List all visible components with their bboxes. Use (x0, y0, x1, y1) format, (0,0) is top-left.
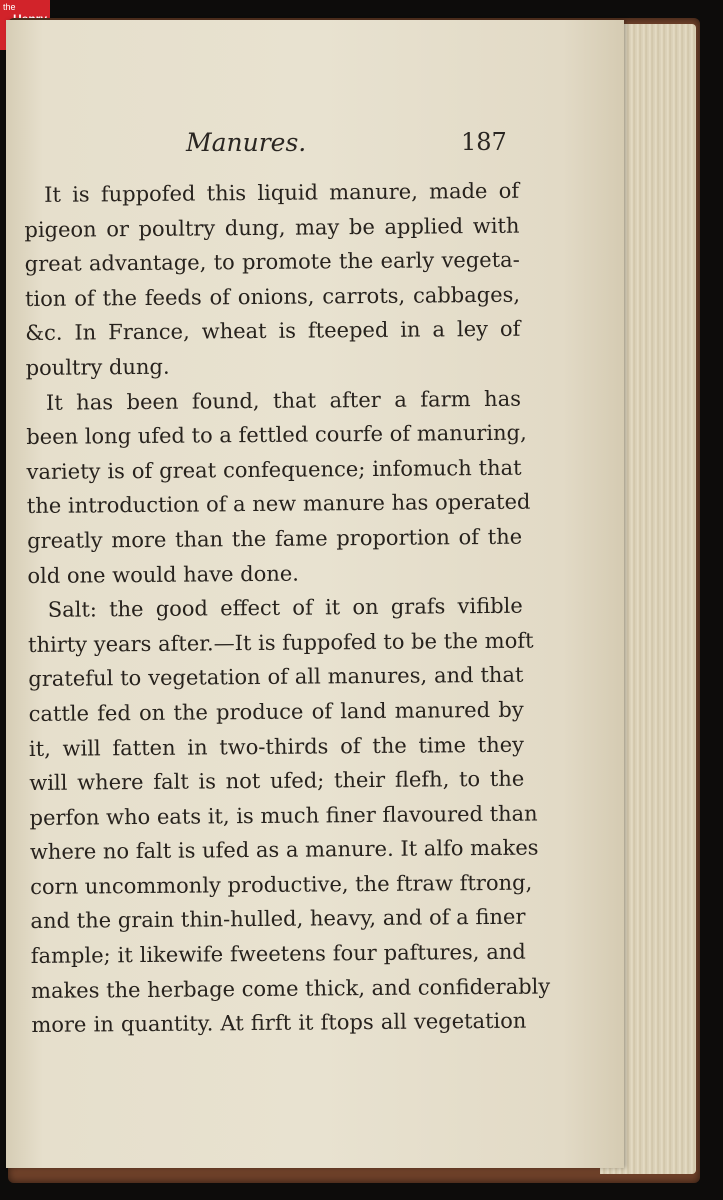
text-line: greatly more than the fame proportion of the (27, 524, 523, 553)
text-line: more in quantity. At firft it ftops all vegetation (31, 1008, 527, 1038)
text-line: great advantage, to promote the early vegeta- (24, 247, 520, 277)
text-line: variety is of great confequence; infomuch that (26, 455, 522, 484)
text-line: cattle fed on the produce of land manured by (28, 697, 524, 726)
text-line: Salt: the good effect of it on grafs vifible (47, 593, 523, 622)
text-line: corn uncommonly productive, the ftraw ftrong, (30, 870, 533, 899)
text-line: pigeon or poultry dung, may be applied with (24, 213, 520, 242)
text-line: the introduction of a new manure has operated (26, 489, 531, 519)
book-page (6, 20, 624, 1168)
text-line: where no falt is ufed as a manure. It alfo makes (29, 835, 539, 865)
text-line: thirty years after.—It is fuppofed to be the moft (27, 628, 534, 657)
text-line: &c. In France, wheat is fteeped in a ley of (25, 317, 521, 346)
text-line: makes the herbage come thick, and confiderably (30, 974, 551, 1003)
text-line: fample; it likewife fweetens four paftures, and (30, 939, 526, 969)
text-line: It is fuppofed this liquid manure, made of (44, 178, 520, 207)
logo-the: the (3, 2, 16, 12)
text-line: It has been found, that after a farm has (45, 386, 522, 415)
page-number: 187 (461, 128, 507, 156)
text-line: poultry dung. (25, 354, 170, 380)
text-line: perfon who eats it, is much finer flavoured than (29, 801, 538, 830)
text-line: it, will fatten in two-thirds of the time they (28, 732, 525, 761)
running-head: Manures. (186, 128, 307, 157)
text-line: and the grain thin-hulled, heavy, and of a finer (30, 905, 526, 934)
text-line: old one would have done. (27, 561, 300, 588)
text-line: will where falt is not ufed; their flefh, to the (29, 766, 525, 796)
text-line: been long ufed to a fettled courfe of manuring, (26, 420, 527, 450)
text-line: grateful to vegetation of all manures, and that (28, 662, 524, 692)
text-line: tion of the feeds of onions, carrots, cabbages, (24, 282, 521, 311)
body-text (24, 174, 551, 1043)
